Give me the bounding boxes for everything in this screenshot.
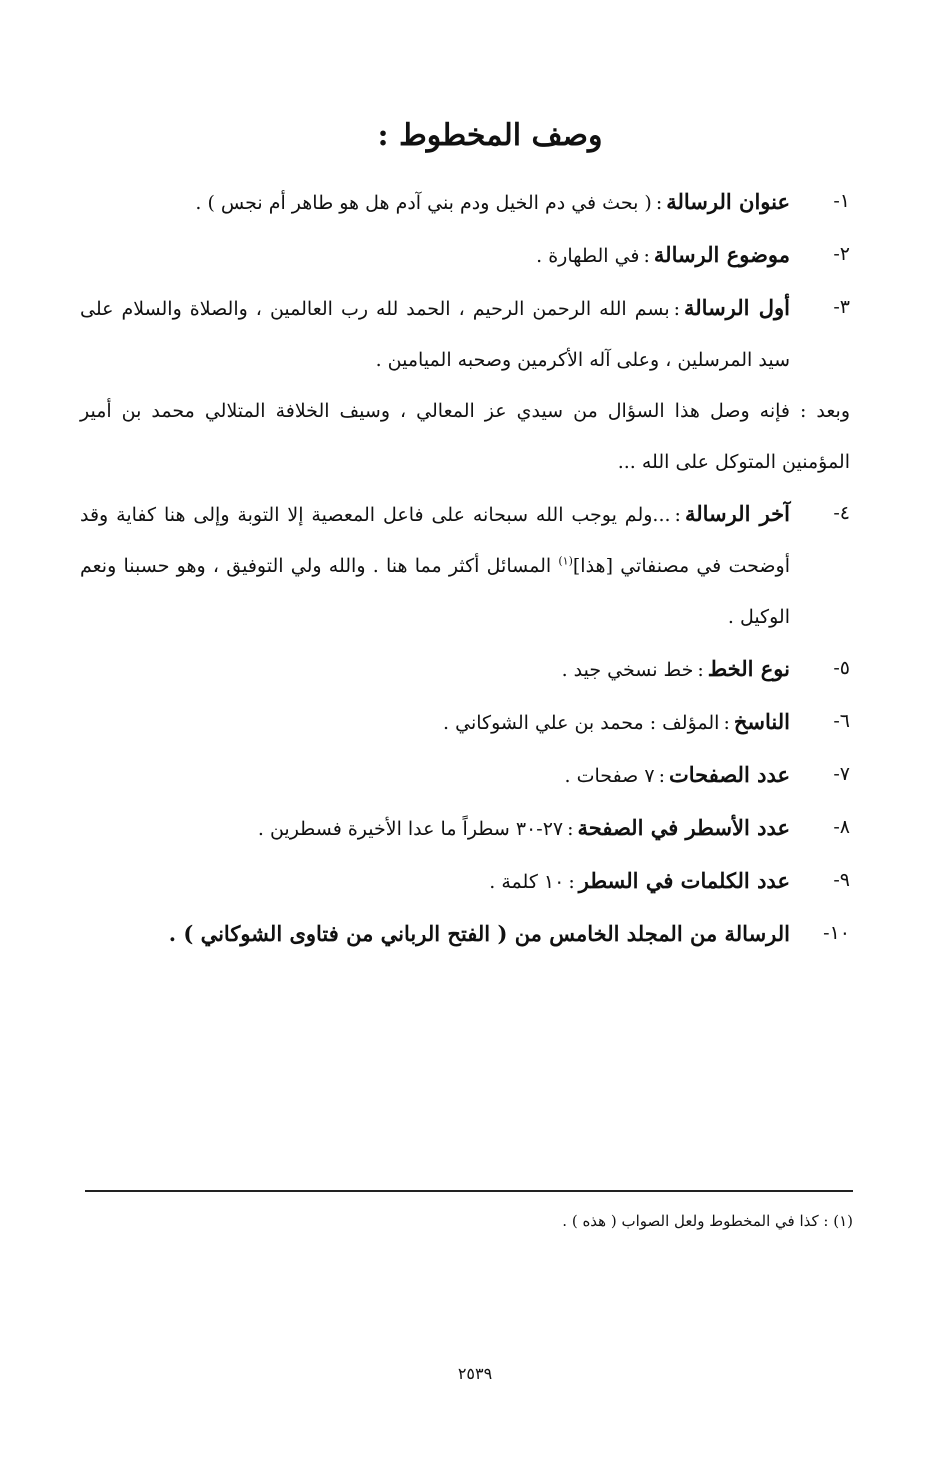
page-title: وصف المخطوط :: [377, 118, 603, 153]
item-body: [80, 643, 790, 696]
item-text: المؤلف : محمد بن علي الشوكاني .: [443, 712, 720, 734]
item-separator: :: [643, 245, 650, 267]
item-number: ٥-: [833, 657, 850, 679]
item-separator: :: [658, 765, 665, 787]
item-body: [80, 908, 790, 961]
item-label: عدد الكلمات في السطر: [578, 868, 790, 893]
item-separator: :: [674, 504, 681, 526]
item-body: [80, 488, 790, 643]
item-text: ١٠ كلمة .: [489, 871, 565, 893]
item-label: أول الرسالة: [684, 295, 791, 320]
item-number: ١٠-: [823, 922, 850, 944]
item-body: [80, 855, 790, 908]
item-body: [80, 749, 790, 802]
item-number: ١-: [833, 190, 850, 212]
item-number: ٤-: [833, 502, 850, 524]
item-text: ٢٧-٣٠ سطراً ما عدا الأخيرة فسطرين .: [257, 818, 564, 840]
list-item: [80, 696, 850, 749]
item-label: عدد الصفحات: [668, 762, 790, 787]
item-separator: :: [723, 712, 730, 734]
item-number: ٣-: [833, 296, 850, 318]
item-body: [80, 176, 790, 229]
item-number: ٨-: [833, 816, 850, 838]
item-separator: :: [673, 298, 681, 320]
footnote-divider: [85, 1190, 853, 1192]
item-body: [80, 229, 790, 282]
item-number: ٩-: [833, 869, 850, 891]
list-item: [80, 643, 850, 696]
item-separator: :: [697, 659, 704, 681]
item-body: [80, 802, 790, 855]
item-body: [80, 282, 850, 488]
item-label: نوع الخط: [707, 656, 790, 681]
list-item: [80, 229, 850, 282]
list-item: [80, 176, 850, 229]
item-label: عنوان الرسالة: [666, 189, 790, 214]
list-item: [80, 908, 850, 961]
item-label: موضوع الرسالة: [653, 242, 790, 267]
item-continuation: وبعد : فإنه وصل هذا السؤال من سيدي عز المعالي ، وسيف الخلافة المتلالي محمد بن أمير المؤمنين المتوكل على الله ...: [80, 400, 850, 473]
item-text: ...ولم يوجب الله سبحانه على فاعل المعصية إلا التوبة وإلى هنا كفاية وقد أوضحت في مصنفاتي [هذا]: [80, 504, 790, 577]
item-number: ٢-: [833, 243, 850, 265]
item-separator: :: [567, 818, 574, 840]
item-text-continued: المسائل أكثر مما هنا . والله ولي التوفيق ، وهو حسبنا ونعم الوكيل .: [80, 555, 790, 628]
item-text: بسم الله الرحمن الرحيم ، الحمد لله رب العالمين ، والصلاة والسلام على سيد المرسلين ، وعلى آله الأكرمين وصحبه الميامين .: [80, 298, 790, 371]
item-label: عدد الأسطر في الصفحة: [577, 815, 790, 840]
item-text: الرسالة من المجلد الخامس من ( الفتح الرباني من فتاوى الشوكاني ) .: [168, 921, 790, 946]
item-separator: :: [655, 192, 663, 214]
list-item: [80, 282, 850, 488]
list-item: [80, 749, 850, 802]
list-item: [80, 802, 850, 855]
footnote-reference: (١): [558, 554, 573, 568]
list-item: [80, 488, 850, 643]
footnote: (١) : كذا في المخطوط ولعل الصواب ( هذه ) .: [562, 1212, 853, 1230]
item-number: ٧-: [833, 763, 850, 785]
page-number: ٢٥٣٩: [457, 1364, 493, 1383]
item-text: ٧ صفحات .: [564, 765, 655, 787]
item-label: آخر الرسالة: [684, 501, 790, 526]
item-separator: :: [568, 871, 575, 893]
item-text: في الطهارة .: [536, 245, 640, 267]
item-text: خط نسخي جيد .: [561, 659, 694, 681]
item-body: [80, 696, 790, 749]
item-label: الناسخ: [733, 709, 790, 734]
list-item: [80, 855, 850, 908]
item-number: ٦-: [833, 710, 850, 732]
description-list: [80, 176, 850, 961]
item-text: ( بحث في دم الخيل ودم بني آدم هل هو طاهر أم نجس ) .: [195, 192, 652, 214]
